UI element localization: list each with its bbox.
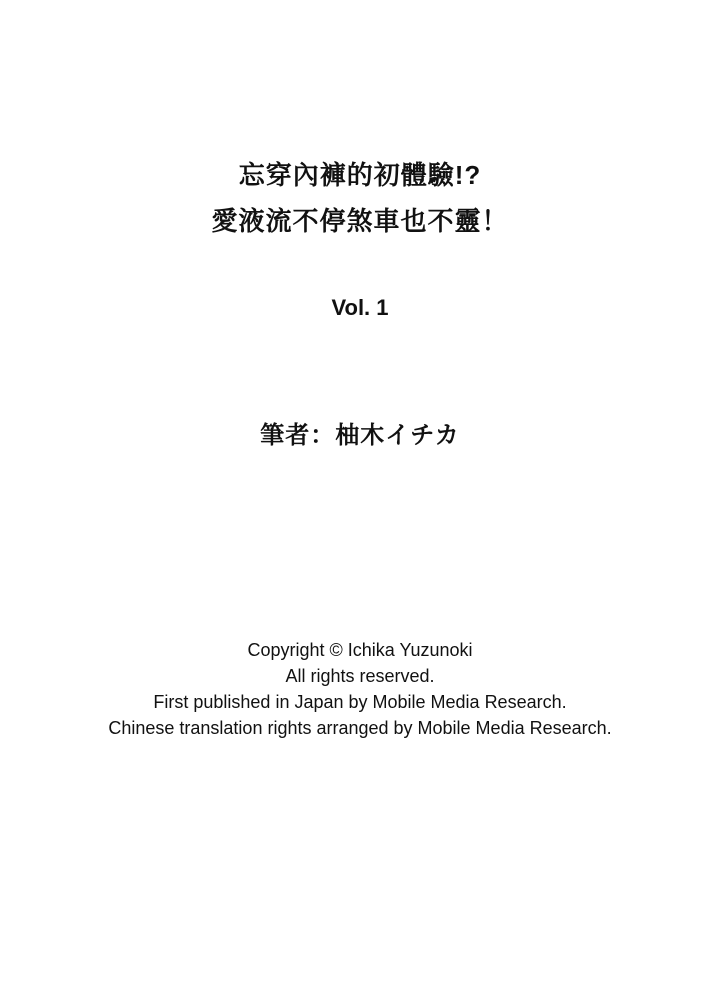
copyright-line-3: First published in Japan by Mobile Media Research. (153, 692, 567, 712)
copyright-line-2: All rights reserved. (285, 666, 435, 686)
title-block (0, 152, 720, 244)
copyright-line-1: Copyright © Ichika Yuzunoki (247, 640, 473, 660)
page-title-line-2: 愛液流不停煞車也不靈！ (211, 206, 509, 236)
author-label: 筆者：柚木イチカ (260, 422, 460, 449)
volume-label: Vol. 1 (331, 295, 389, 320)
copyright-block (0, 637, 720, 741)
page-title-line-1: 忘穿內褲的初體驗!? (238, 160, 482, 190)
copyright-line-4: Chinese translation rights arranged by Mobile Media Research. (108, 718, 612, 738)
